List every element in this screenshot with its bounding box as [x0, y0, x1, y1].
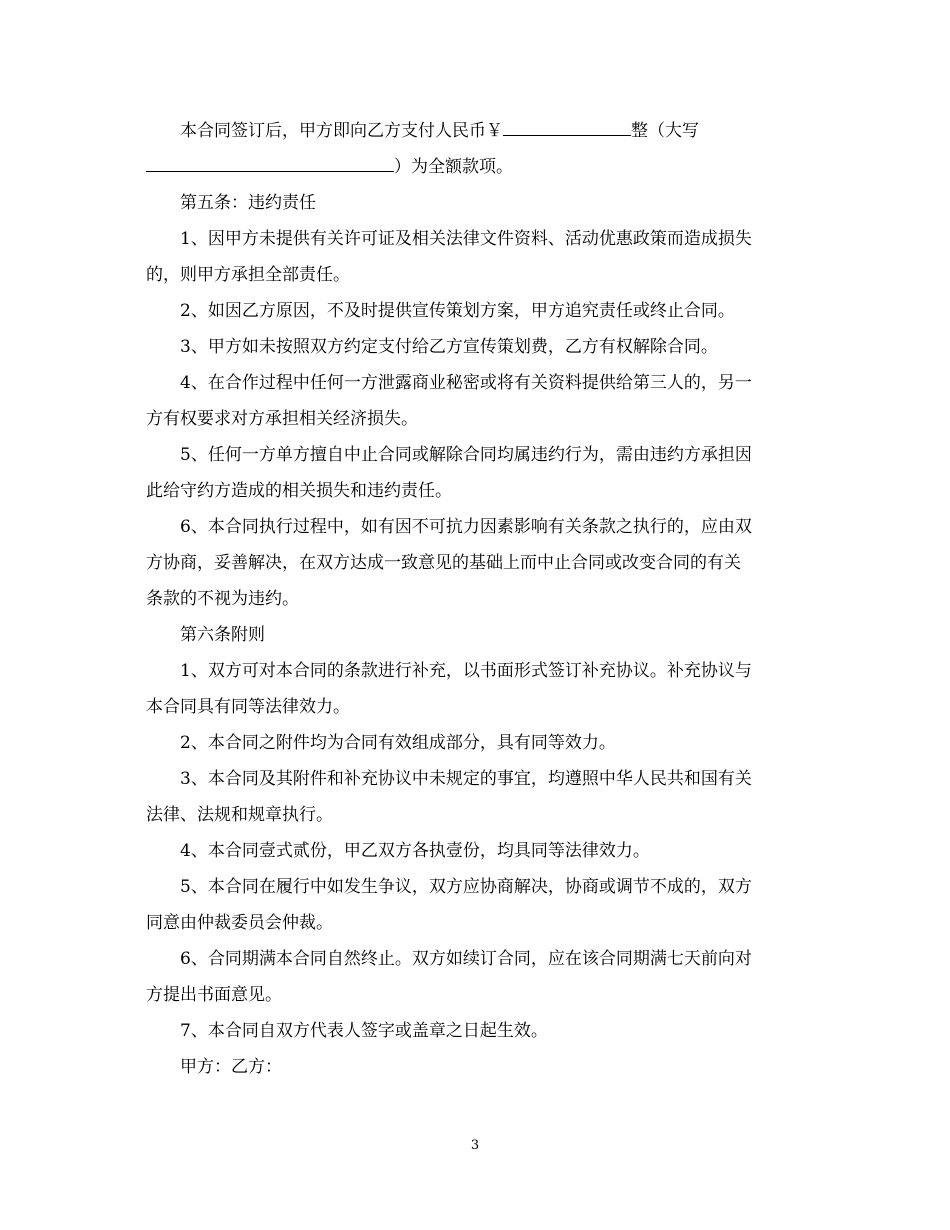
clause-line: 同意由仲裁委员会仲裁。 — [146, 913, 333, 933]
clause-line: 2、如因乙方原因，不及时提供宣传策划方案，甲方追究责任或终止合同。 — [180, 301, 735, 321]
clause-line: 6、合同期满本合同自然终止。双方如续订合同，应在该合同期满七天前向对 — [180, 949, 752, 969]
clause-line: 5、本合同在履行中如发生争议，双方应协商解决，协商或调节不成的，双方 — [180, 877, 752, 897]
clause-line: 3、本合同及其附件和补充协议中未规定的事宜，均遵照中华人民共和国有关 — [180, 769, 752, 789]
clause-line: 2、本合同之附件均为合同有效组成部分，具有同等效力。 — [180, 733, 616, 753]
section-heading: 第五条：违约责任 — [180, 193, 316, 213]
payment-clause-text: 本合同签订后，甲方即向乙方支付人民币￥ — [180, 121, 503, 141]
payment-clause-text-2: 整（大写 — [631, 121, 699, 141]
clause-line: 本合同具有同等法律效力。 — [146, 697, 350, 717]
amount-blank — [503, 119, 631, 136]
clause-line: 方协商，妥善解决，在双方达成一致意见的基础上而中止合同或改变合同的有关 — [146, 553, 741, 573]
clause-line: 7、本合同自双方代表人签字或盖章之日起生效。 — [180, 1021, 548, 1041]
section-heading: 第六条附则 — [180, 625, 265, 645]
page-number: 3 — [470, 1138, 480, 1153]
signature-line: 甲方：乙方： — [180, 1057, 282, 1077]
payment-clause-continuation — [146, 149, 812, 185]
clause-line: 条款的不视为违约。 — [146, 589, 299, 609]
clause-line: 4、在合作过程中任何一方泄露商业秘密或将有关资料提供给第三人的，另一 — [180, 373, 752, 393]
clause-line: 6、本合同执行过程中，如有因不可抗力因素影响有关条款之执行的，应由双 — [180, 517, 752, 537]
clause-line: 1、因甲方未提供有关许可证及相关法律文件资料、活动优惠政策而造成损失 — [180, 229, 752, 249]
clause-line: 方有权要求对方承担相关经济损失。 — [146, 409, 418, 429]
payment-clause-line — [146, 113, 812, 149]
clause-line: 法律、法规和规章执行。 — [146, 805, 333, 825]
clause-line: 此给守约方造成的相关损失和违约责任。 — [146, 481, 452, 501]
clause-line: 的，则甲方承担全部责任。 — [146, 265, 350, 285]
amount-in-words-blank — [146, 155, 394, 172]
clause-line: 3、甲方如未按照双方约定支付给乙方宣传策划费，乙方有权解除合同。 — [180, 337, 718, 357]
clause-line: 方提出书面意见。 — [146, 985, 282, 1005]
payment-clause-end: ）为全额款项。 — [394, 157, 513, 177]
clause-line: 5、任何一方单方擅自中止合同或解除合同均属违约行为，需由违约方承担因 — [180, 445, 752, 465]
document-body — [146, 113, 812, 1085]
clause-line: 1、双方可对本合同的条款进行补充，以书面形式签订补充协议。补充协议与 — [180, 661, 752, 681]
clause-line: 4、本合同壹式贰份，甲乙双方各执壹份，均具同等法律效力。 — [180, 841, 650, 861]
